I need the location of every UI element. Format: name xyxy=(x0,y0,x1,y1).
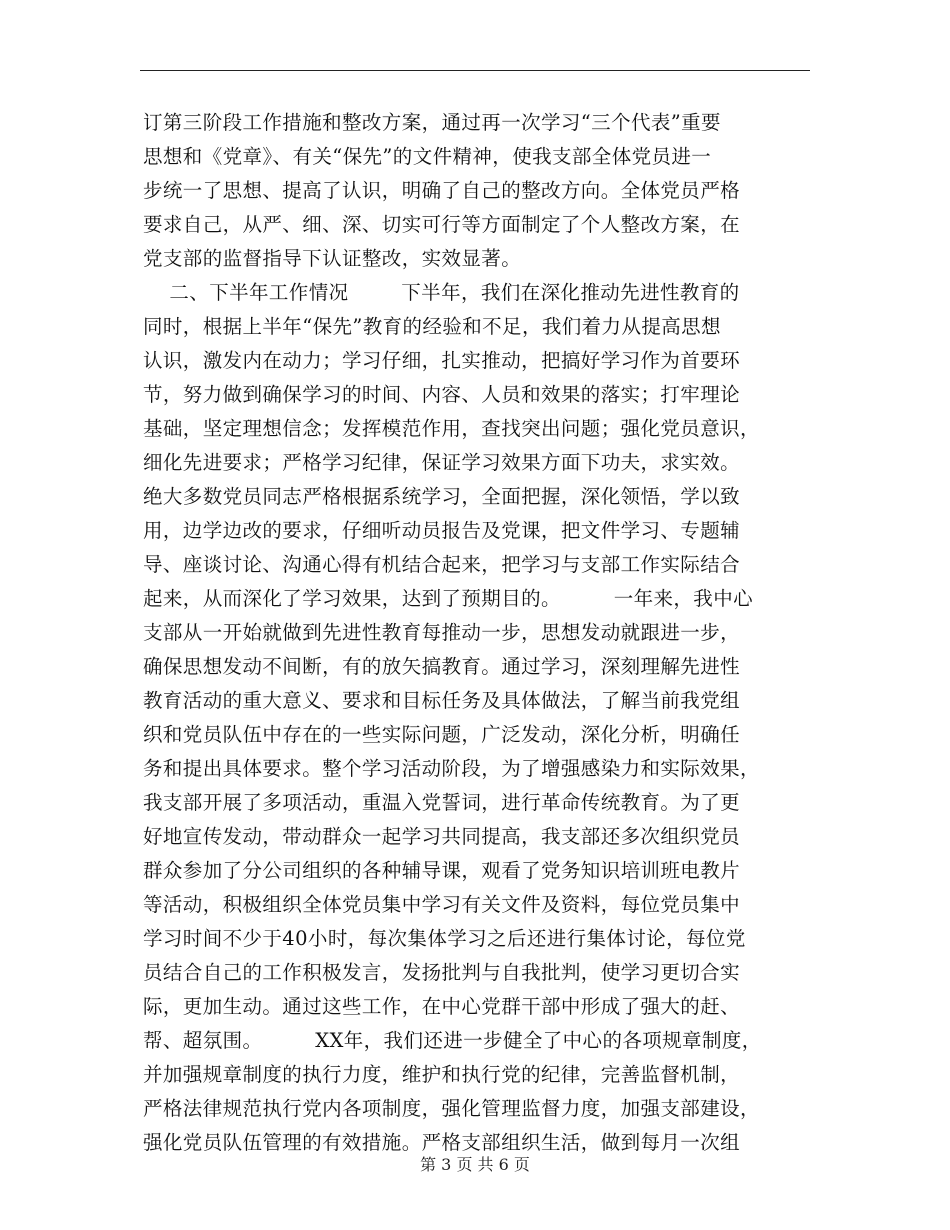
text-line: 节，努力做到确保学习的时间、内容、人员和效果的落实；打牢理论 xyxy=(143,383,741,406)
text-line: 起来，从而深化了学习效果，达到了预期目的。 一年来，我中心 xyxy=(143,587,753,610)
text-line: 绝大多数党员同志严格根据系统学习，全面把握，深化领悟，学以致 xyxy=(143,485,741,508)
text-line: 教育活动的重大意义、要求和目标任务及具体做法，了解当前我党组 xyxy=(143,689,741,712)
text-line: 并加强规章制度的执行力度，维护和执行党的纪律，完善监督机制， xyxy=(143,1063,741,1086)
text-line: 学习时间不少于40小时，每次集体学习之后还进行集体讨论，每位党 xyxy=(143,927,746,950)
text-line: 细化先进要求；严格学习纪律，保证学习效果方面下功夫，求实效。 xyxy=(143,451,741,474)
text-line: 要求自己，从严、细、深、切实可行等方面制定了个人整改方案，在 xyxy=(143,213,741,236)
document-body xyxy=(143,106,813,1160)
page-number: 第 3 页 共 6 页 xyxy=(420,1155,530,1174)
text-line: 好地宣传发动，带动群众一起学习共同提高，我支部还多次组织党员 xyxy=(143,825,741,848)
text-line: 党支部的监督指导下认证整改，实效显著。 xyxy=(143,247,522,270)
text-line: 务和提出具体要求。整个学习活动阶段，为了增强感染力和实际效果， xyxy=(143,757,760,780)
text-line: 际，更加生动。通过这些工作，在中心党群干部中形成了强大的赶、 xyxy=(143,995,741,1018)
text-line: 订第三阶段工作措施和整改方案，通过再一次学习“三个代表”重要 xyxy=(143,111,721,134)
text-line: 严格法律规范执行党内各项制度，强化管理监督力度，加强支部建设， xyxy=(143,1097,760,1120)
text-line: 员结合自己的工作积极发言，发扬批判与自我批判，使学习更切合实 xyxy=(143,961,741,984)
text-line: 等活动，积极组织全体党员集中学习有关文件及资料，每位党员集中 xyxy=(143,893,741,916)
text-line: 同时，根据上半年“保先”教育的经验和不足，我们着力从提高思想 xyxy=(143,315,721,338)
header-rule xyxy=(140,70,810,71)
text-line: 导、座谈讨论、沟通心得有机结合起来，把学习与支部工作实际结合 xyxy=(143,553,741,576)
text-line: 织和党员队伍中存在的一些实际问题，广泛发动，深化分析，明确任 xyxy=(143,723,741,746)
text-line: 强化党员队伍管理的有效措施。严格支部组织生活，做到每月一次组 xyxy=(143,1131,741,1154)
text-line: 群众参加了分公司组织的各种辅导课，观看了党务知识培训班电教片 xyxy=(143,859,741,882)
text-line: 用，边学边改的要求，仔细听动员报告及党课，把文件学习、专题辅 xyxy=(143,519,741,542)
text-line: 我支部开展了多项活动，重温入党誓词，进行革命传统教育。为了更 xyxy=(143,791,741,814)
text-line: 步统一了思想、提高了认识，明确了自己的整改方向。全体党员严格 xyxy=(143,179,741,202)
text-line: 帮、超氛围。 XX年，我们还进一步健全了中心的各项规章制度， xyxy=(143,1029,762,1052)
text-line: 认识，激发内在动力；学习仔细，扎实推动，把搞好学习作为首要环 xyxy=(143,349,741,372)
text-line: 支部从一开始就做到先进性教育每推动一步，思想发动就跟进一步， xyxy=(143,621,741,644)
text-line: 二、下半年工作情况 下半年，我们在深化推动先进性教育的 xyxy=(143,281,740,304)
text-line: 思想和《党章》、有关“保先”的文件精神，使我支部全体党员进一 xyxy=(143,145,712,168)
text-line: 基础，坚定理想信念；发挥模范作用，查找突出问题；强化党员意识， xyxy=(143,417,760,440)
text-line: 确保思想发动不间断，有的放矢搞教育。通过学习，深刻理解先进性 xyxy=(143,655,741,678)
